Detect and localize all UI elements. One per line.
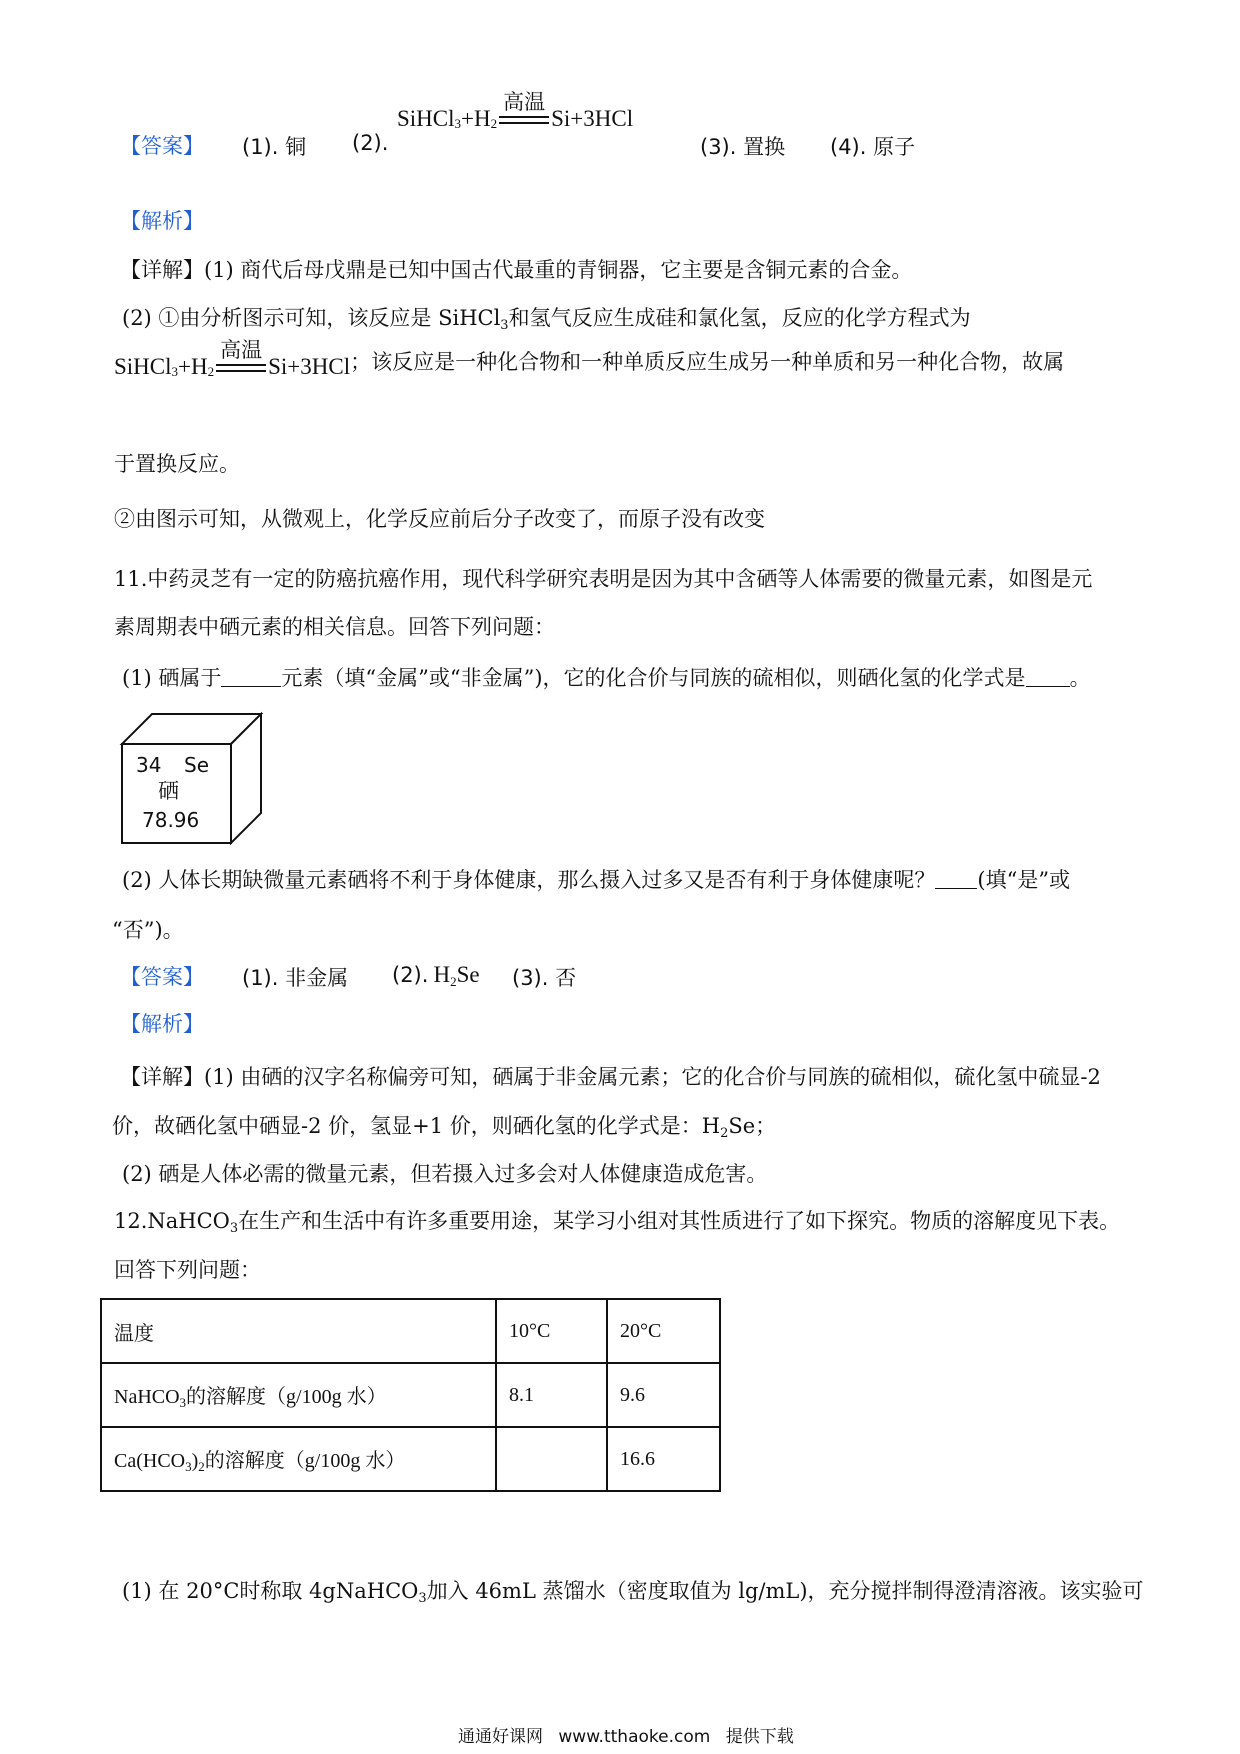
table-header-row — [101, 1299, 720, 1363]
detail-paragraph-2: (2) ①由分析图示可知，该反应是 SiHCl$_3$和氢气反应生成硅和氯化氢，反应的化学方程式为 — [122, 306, 971, 333]
answer-row-1 — [120, 90, 1120, 160]
question-11-part-1: (1) 硒属于 元素（填“金属”或“非金属”)，它的化合价与同族的硫相似，则硒化氢的化学式是 。 — [122, 666, 1091, 690]
answer-tag: 【答案】 — [120, 134, 204, 158]
question-12-line-2: 回答下列问题： — [114, 1258, 261, 1282]
table-cell: 8.1 — [496, 1363, 607, 1427]
detail-tag-2: 【详解】 — [120, 1065, 204, 1089]
answer-2-3: (3). 否 — [512, 966, 577, 990]
answer-tag-2: 【答案】 — [120, 965, 204, 989]
footer-site: 通通好课网 — [458, 1727, 543, 1747]
answer-2-2: (2). $H_2Se$ — [392, 962, 480, 989]
detail-paragraph-5: ②由图示可知，从微观上，化学反应前后分子改变了，而原子没有改变 — [114, 507, 765, 531]
answer-4: (4). 原子 — [830, 135, 916, 159]
question-12-part-1: (1) 在 20°C时称取 4gNaHCO$_3$加入 46mL 蒸馏水（密度取值为 lg/mL)，充分搅拌制得澄清溶液。该实验可 — [122, 1579, 1144, 1606]
answer-2-1: (1). 非金属 — [242, 966, 349, 990]
element-symbol: Se — [184, 753, 209, 777]
answer-2-number: (2). — [352, 131, 389, 155]
detail-paragraph-1: 【详解】(1) 商代后母戊鼎是已知中国古代最重的青铜器，它主要是含铜元素的合金。 — [120, 258, 913, 282]
table-cell: 10°C — [496, 1299, 607, 1363]
analysis-tag-2: 【解析】 — [120, 1012, 204, 1036]
table-cell — [496, 1427, 607, 1491]
table-cell: 16.6 — [607, 1427, 720, 1491]
detail-equation-line — [114, 338, 1065, 380]
detail-paragraph-4: 于置换反应。 — [114, 452, 240, 476]
footer-tail: 提供下载 — [725, 1727, 794, 1747]
table-cell: 温度 — [101, 1299, 496, 1363]
question-11-line-1: 11.中药灵芝有一定的防癌抗癌作用，现代科学研究表明是因为其中含硒等人体需要的微量元素，如图是元 — [114, 567, 1093, 591]
page-footer — [458, 1722, 794, 1747]
detail2-paragraph-1: 【详解】(1) 由硒的汉字名称偏旁可知，硒属于非金属元素；它的化合价与同族的硫相似，硫化氢中硫显-2 — [120, 1065, 1101, 1089]
question-11-line-2: 素周期表中硒元素的相关信息。回答下列问题： — [114, 615, 555, 639]
answer-blank — [1026, 686, 1070, 687]
answer-blank — [221, 686, 281, 687]
footer-url[interactable]: www.tthaoke.com — [558, 1727, 711, 1747]
element-number: 34 — [136, 753, 162, 777]
detail-paragraph-3: ；该反应是一种化合物和一种单质反应生成另一种单质和另一种化合物，故属 — [350, 350, 1065, 374]
question-12-line-1: 12.NaHCO$_3$在生产和生活中有许多重要用途，某学习小组对其性质进行了如下探究。物质的溶解度见下表。 — [114, 1209, 1121, 1236]
table-cell: NaHCO$_3$的溶解度（g/100g 水） — [101, 1363, 496, 1427]
equation-arrow: 高温 — [216, 364, 266, 380]
question-11-part-2-cont: “否”)。 — [112, 918, 184, 942]
table-row — [101, 1427, 720, 1491]
detail2-paragraph-2: 价，故硒化氢中硒显-2 价，氢显+1 价，则硒化氢的化学式是：$H_2Se$； — [112, 1114, 777, 1141]
answer-3: (3). 置换 — [700, 135, 786, 159]
table-row — [101, 1363, 720, 1427]
table-cell: 9.6 — [607, 1363, 720, 1427]
analysis-tag: 【解析】 — [120, 209, 204, 233]
equation-inline: SiHCl 3 +H 2 高温 Si+3HCl — [114, 338, 351, 379]
answer-1: (1). 铜 — [242, 135, 307, 159]
solubility-table — [100, 1298, 721, 1492]
answer-blank — [935, 888, 977, 889]
element-mass: 78.96 — [142, 808, 200, 832]
equation-condition: 高温 — [503, 90, 546, 114]
element-name: 硒 — [158, 779, 179, 803]
detail2-paragraph-3: (2) 硒是人体必需的微量元素，但若摄入过多会对人体健康造成危害。 — [122, 1162, 768, 1186]
question-11-part-2: (2) 人体长期缺微量元素硒将不利于身体健康，那么摄入过多又是否有利于身体健康呢？ (填“是”或 — [122, 868, 1071, 892]
table-cell: $Ca(HCO_3)_2$的溶解度（g/100g 水） — [101, 1427, 496, 1491]
table-cell: 20°C — [607, 1299, 720, 1363]
detail-tag: 【详解】 — [120, 258, 204, 282]
equation-answer: SiHCl 3 +H 2 高温 Si+3HCl — [397, 106, 633, 132]
equation-arrow — [499, 90, 549, 132]
